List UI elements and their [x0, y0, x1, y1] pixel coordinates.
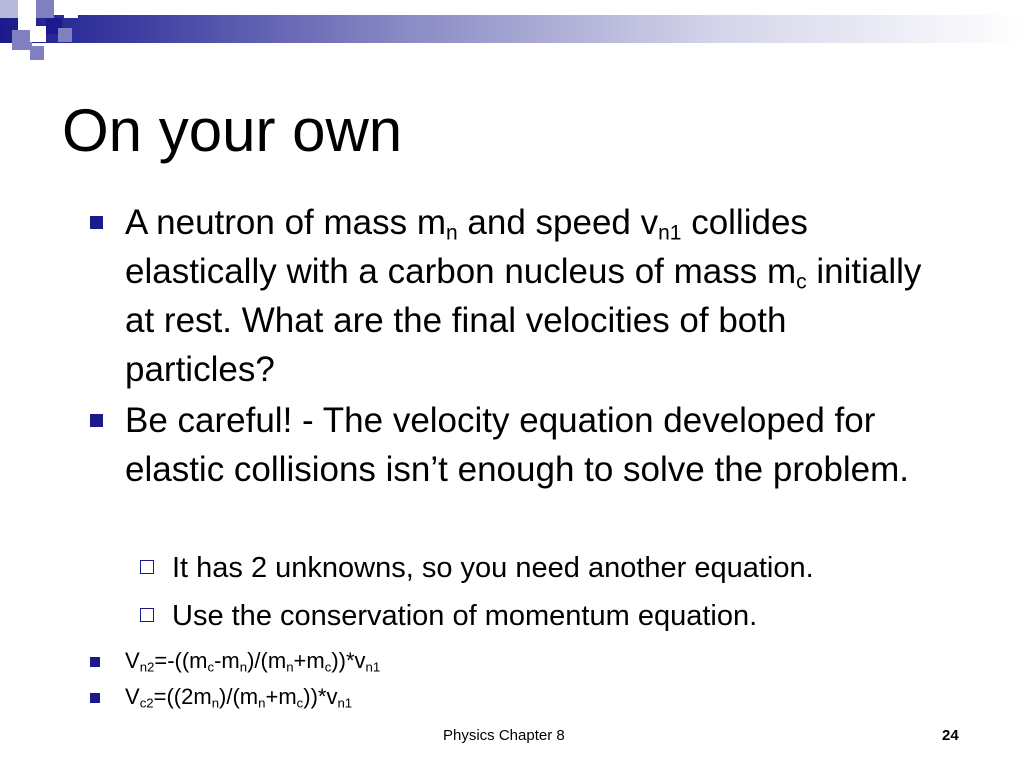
bullet-be-careful — [90, 396, 930, 494]
bullet-text: Be careful! - The velocity equation developed for elastic collisions isn’t enough to solve the problem. — [125, 401, 910, 489]
square-bullet-icon — [90, 216, 103, 229]
square-bullet-icon — [90, 414, 103, 427]
sub-bullet-text: It has 2 unknowns, so you need another equation. — [172, 552, 814, 584]
hollow-square-bullet-icon — [140, 560, 154, 574]
square-bullet-icon — [90, 657, 100, 667]
equation-text: $V_{c2}=((2m_n)/(m_n+m_c))*v_{n1}$ — [125, 684, 353, 711]
decor-square — [30, 46, 44, 60]
equation-text: $V_{n2}=-((m_c-m_n)/(m_n+m_c))*v_{n1}$ — [125, 648, 381, 675]
page-number: 24 — [942, 727, 959, 744]
sub-bullet-unknowns — [140, 548, 940, 588]
square-bullet-icon — [90, 693, 100, 703]
sub-bullet-momentum — [140, 596, 940, 636]
equation-vn2 — [90, 647, 890, 675]
hollow-square-bullet-icon — [140, 608, 154, 622]
decor-square — [30, 26, 46, 42]
bullet-text: A neutron of mass $m_n$ and speed $v_{n1}$ collides elastically with a carbon nucleus of mass $m_c$ initially at rest. What are the final velocities of both particles? — [125, 203, 922, 389]
header-gradient-band — [0, 15, 1024, 43]
decor-square — [64, 4, 78, 18]
decor-square — [58, 28, 72, 42]
footer-chapter: Physics Chapter 8 — [443, 727, 565, 744]
decor-square — [12, 30, 32, 50]
sub-bullet-text: Use the conservation of momentum equation. — [172, 600, 758, 632]
decor-square — [0, 0, 18, 18]
equation-vc2 — [90, 683, 890, 711]
decor-square — [36, 0, 54, 18]
bullet-neutron-question — [90, 198, 930, 394]
slide-title: On your own — [62, 97, 403, 164]
